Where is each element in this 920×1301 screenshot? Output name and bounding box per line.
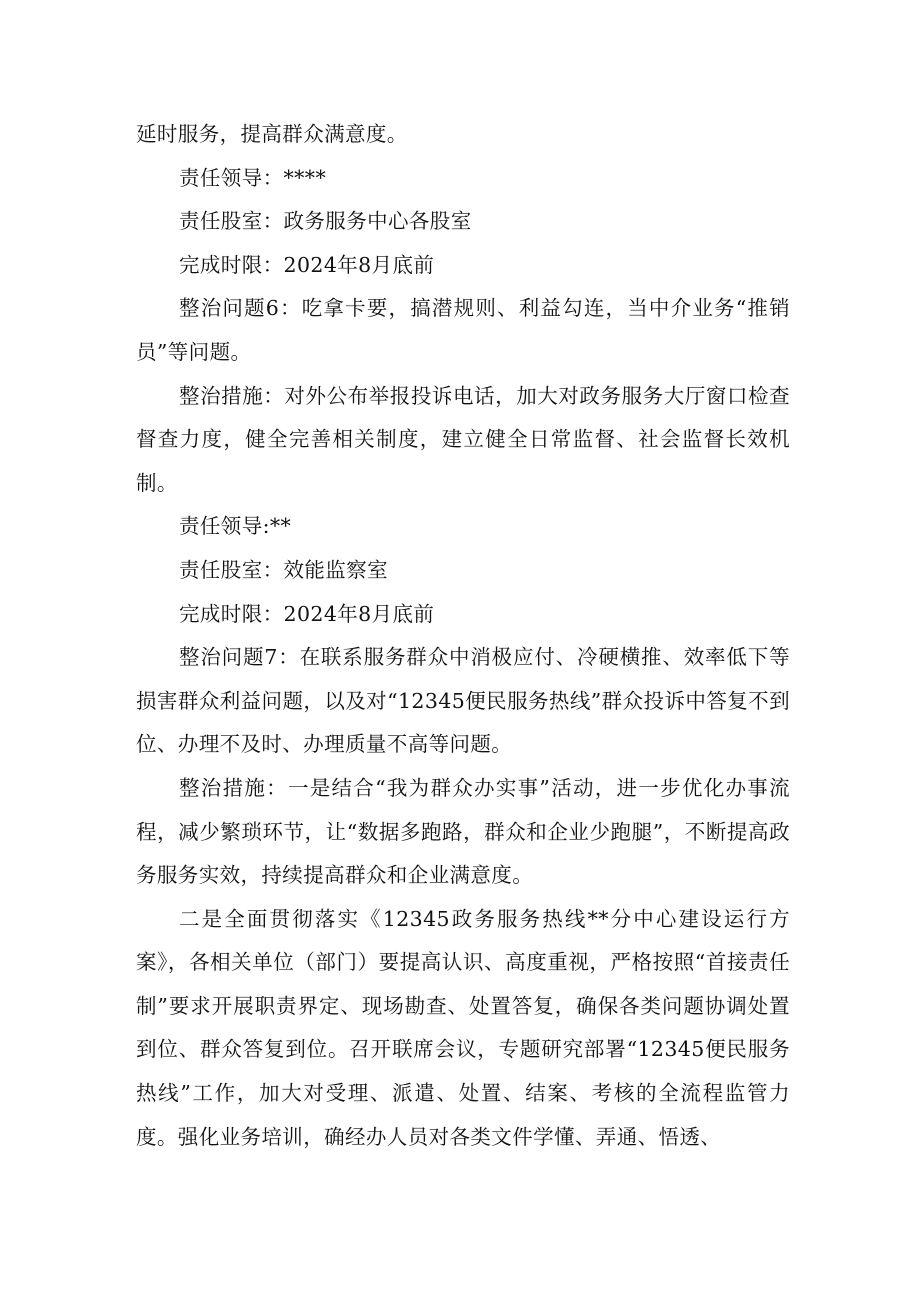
paragraph-1: 延时服务，提高群众满意度。 [136, 122, 408, 146]
paragraph-4: 完成时限：2024年8月底前 [179, 252, 435, 277]
paragraph-3: 责任股室：政务服务中心各股室 [179, 209, 472, 234]
paragraph-11: 整治措施：一是结合“我为群众办实事”活动，进一步优化办事流程，减少繁琐环节，让“数据多跑路，群众和企业少跑腿”，不断提高政务服务实效，持续提高群众和企业满意度。 [136, 775, 790, 888]
paragraph-5: 整治问题6：吃拿卡要，搞潜规则、利益勾连，当中介业务“推销员”等问题。 [136, 296, 790, 364]
paragraph-2: 责任领导：**** [179, 165, 327, 190]
paragraph-7: 责任领导:** [179, 514, 292, 539]
paragraph-6: 整治措施：对外公布举报投诉电话，加大对政务服务大厅窗口检查督查力度，健全完善相关制度，建立健全日常监督、社会监督长效机制。 [136, 383, 790, 495]
paragraph-8: 责任股室：效能监察室 [179, 557, 388, 582]
paragraph-10: 整治问题7：在联系服务群众中消极应付、冷硬横推、效率低下等损害群众利益问题，以及对“12345便民服务热线”群众投诉中答复不到位、办理不及时、办理质量不高等问题。 [136, 645, 790, 757]
paragraph-9: 完成时限：2024年8月底前 [179, 601, 435, 626]
document-body [136, 113, 790, 1159]
paragraph-12: 二是全面贯彻落实《12345政务服务热线**分中心建设运行方案》，各相关单位（部门）要提高认识、高度重视，严格按照“首接责任制”要求开展职责界定、现场勘查、处置答复，确保各类问题协调处置到位、群众答复到位。召开联席会议，专题研究部署“12345便民服务热线”工作，加大对受理、派遣、处置、结案、考核的全流程监管力度。强化业务培训，确经办人员对各类文件学懂、弄通、悟透、 [136, 906, 790, 1149]
